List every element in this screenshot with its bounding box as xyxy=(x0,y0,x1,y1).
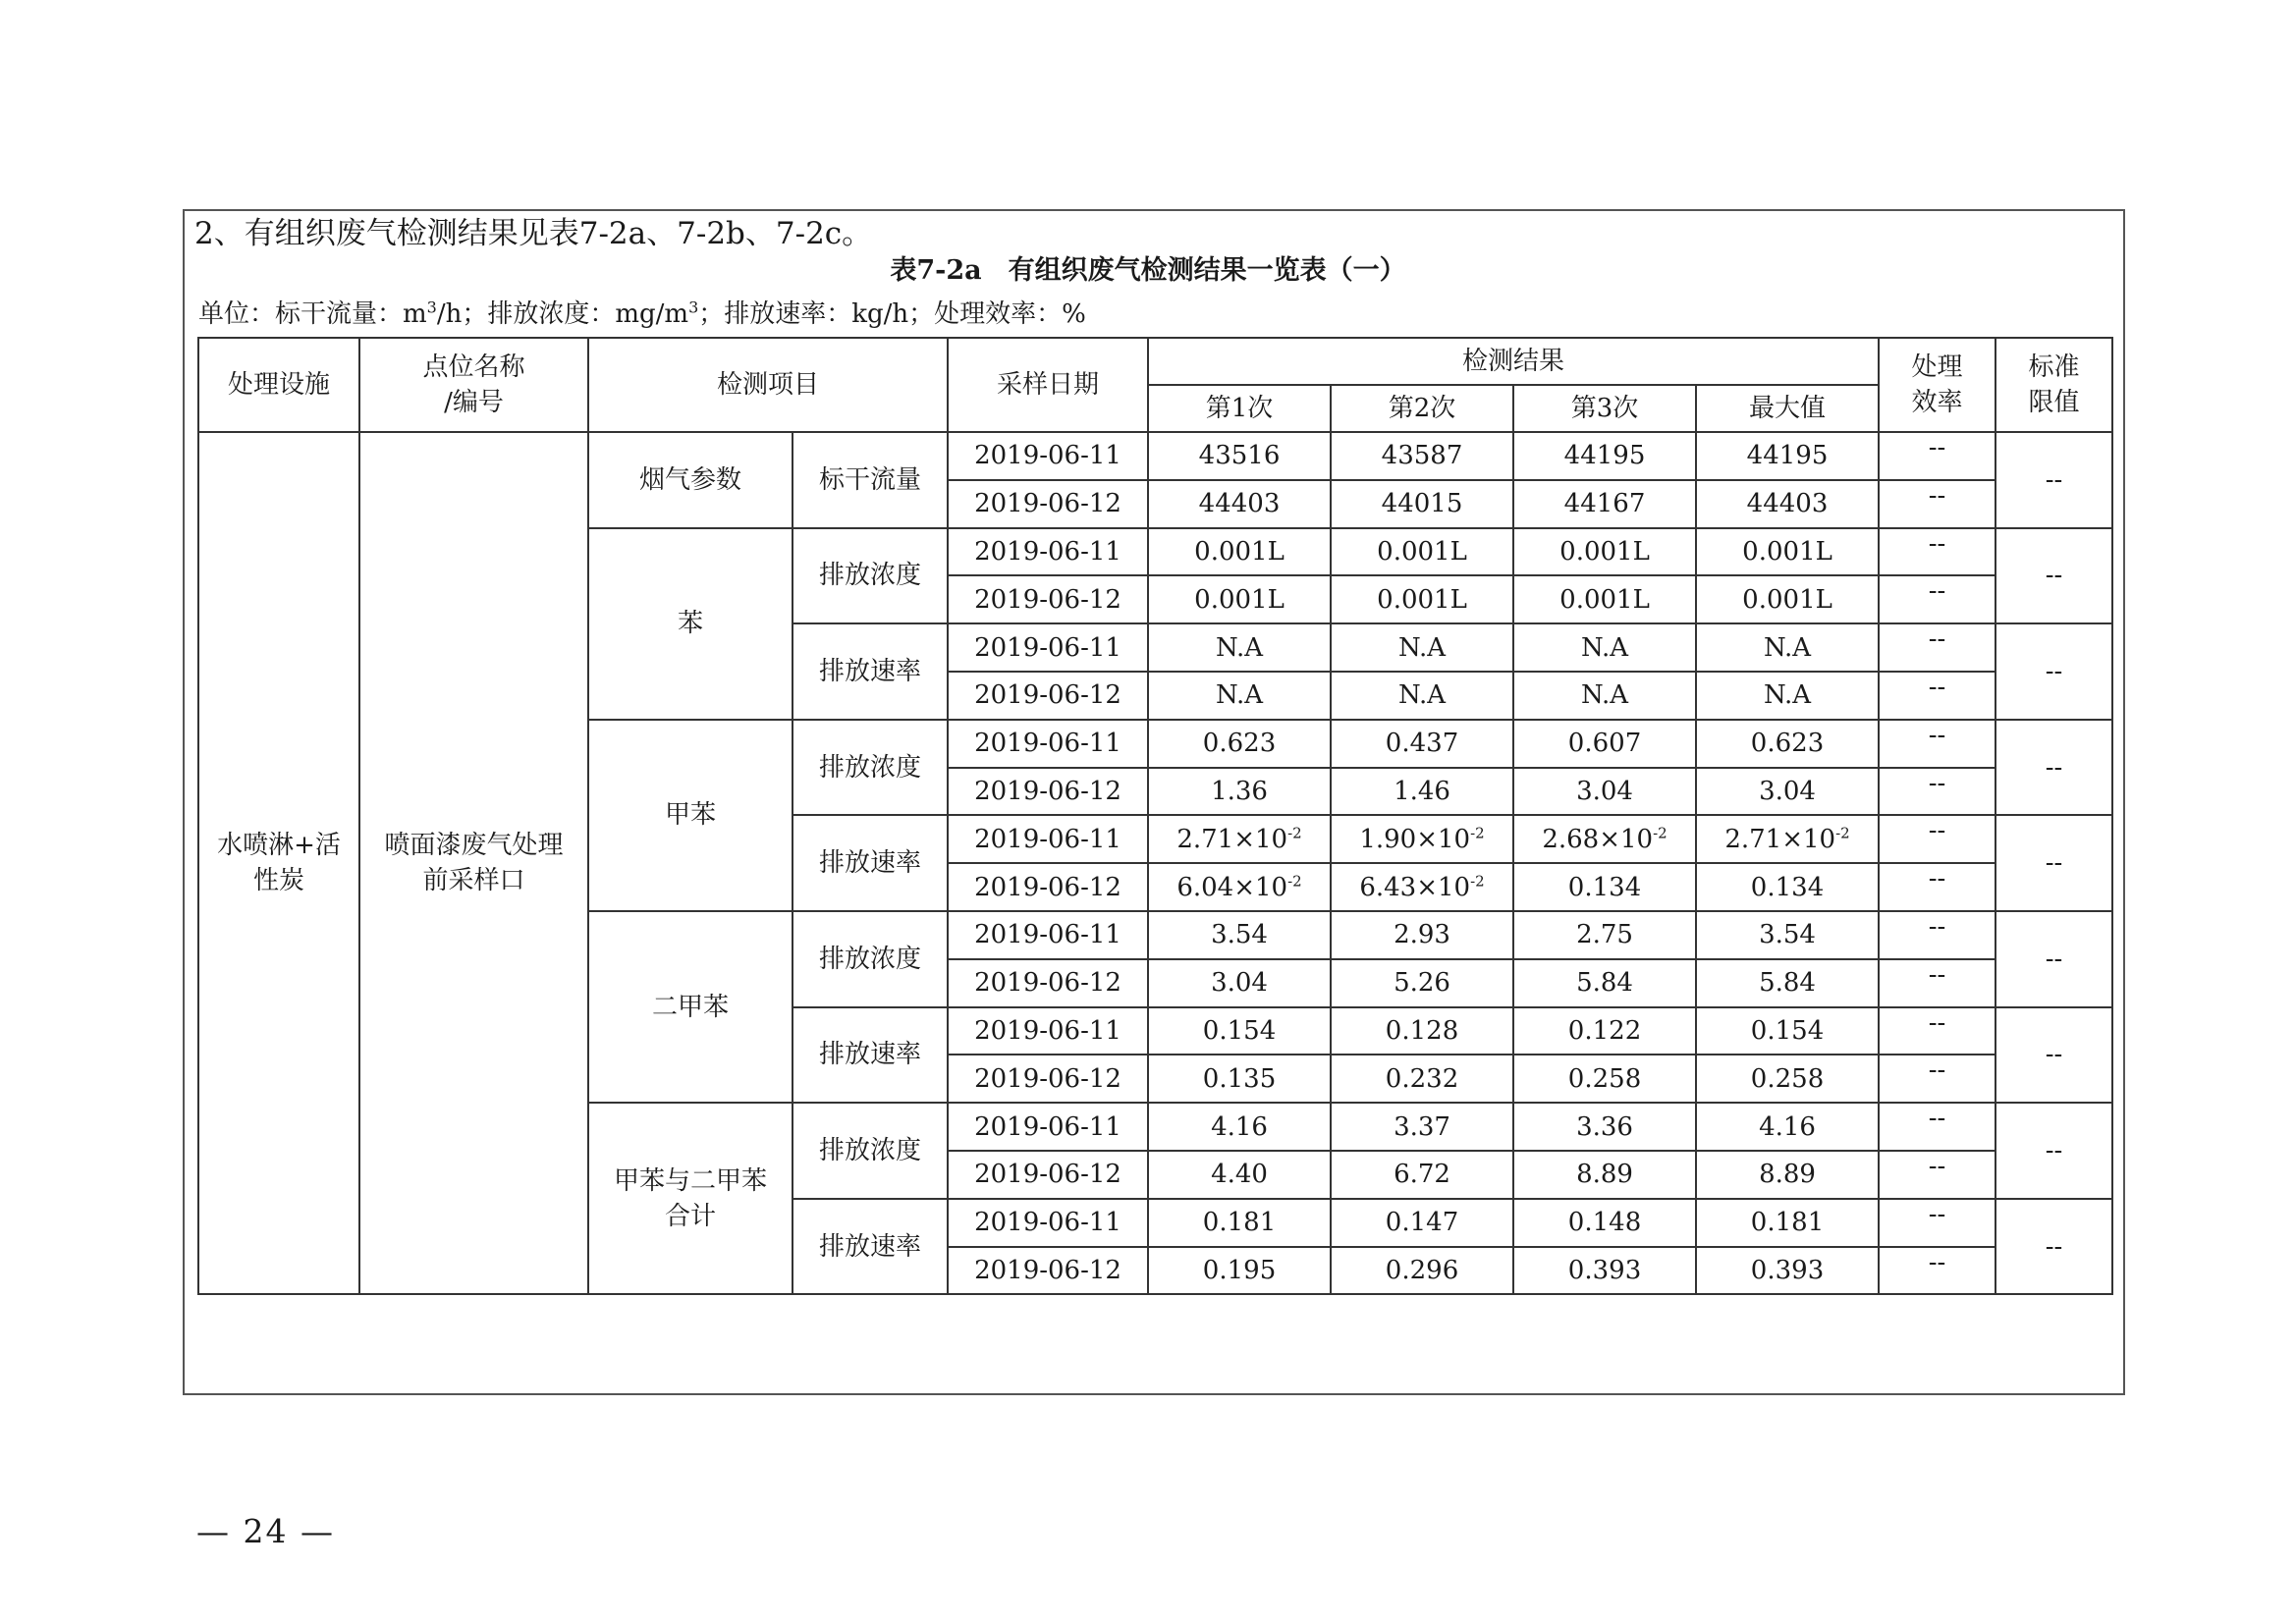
date-cell-text: 2019-06-11 xyxy=(974,824,1121,854)
date-cell-text: 2019-06-12 xyxy=(974,1255,1121,1285)
result-cell-v1-text: 4.16 xyxy=(1211,1111,1268,1142)
result-cell-v1-text: 2.71×10 xyxy=(1176,824,1288,854)
date-cell xyxy=(948,1007,1148,1055)
limit-cell-text: -- xyxy=(2045,1040,2063,1070)
result-cell-v2-text: 0.437 xyxy=(1385,729,1459,759)
pollutant-cell xyxy=(588,528,793,720)
result-cell-v1-text: 0.181 xyxy=(1202,1208,1277,1238)
result-cell-max xyxy=(1696,1055,1879,1103)
result-cell-v3 xyxy=(1513,768,1696,816)
result-cell-v1-exponent: -2 xyxy=(1287,824,1302,842)
result-cell-v2 xyxy=(1331,623,1513,672)
parameter-cell xyxy=(793,1199,948,1295)
parameter-cell-text: 排放浓度 xyxy=(819,944,922,974)
date-cell xyxy=(948,672,1148,720)
efficiency-cell xyxy=(1879,672,1995,720)
result-cell-v3 xyxy=(1513,959,1696,1007)
header-facility: 处理设施 xyxy=(198,338,359,432)
parameter-cell-text: 排放速率 xyxy=(819,1040,922,1070)
pollutant-cell xyxy=(588,1103,793,1294)
limit-cell-text: -- xyxy=(2045,944,2063,974)
limit-cell-text: -- xyxy=(2045,848,2063,879)
result-cell-v3-text: N.A xyxy=(1580,680,1629,711)
header-limit: 标准 限值 xyxy=(1995,338,2112,432)
result-cell-v3 xyxy=(1513,720,1696,768)
units-mid: /h；排放浓度：mg/m xyxy=(436,299,689,329)
parameter-cell-text: 排放浓度 xyxy=(819,752,922,783)
result-cell-max-text: 0.393 xyxy=(1750,1255,1825,1285)
result-cell-v2 xyxy=(1331,528,1513,576)
parameter-cell xyxy=(793,1007,948,1104)
efficiency-cell-text: -- xyxy=(1928,816,1946,846)
result-cell-v1-text: 3.04 xyxy=(1211,968,1268,999)
result-cell-v3-text: 3.04 xyxy=(1576,776,1633,806)
result-cell-v3-text: 5.84 xyxy=(1576,968,1633,999)
pollutant-cell-text: 二甲苯 xyxy=(651,992,729,1022)
efficiency-cell-text: -- xyxy=(1928,1104,1946,1134)
result-cell-max-text: 4.16 xyxy=(1759,1111,1816,1142)
efficiency-cell-text: -- xyxy=(1928,624,1946,655)
result-cell-v2-text: 3.37 xyxy=(1394,1111,1450,1142)
header-item: 检测项目 xyxy=(588,338,948,432)
date-cell xyxy=(948,768,1148,816)
efficiency-cell xyxy=(1879,768,1995,816)
result-cell-v3 xyxy=(1513,575,1696,623)
result-cell-v2-text: 0.296 xyxy=(1385,1255,1459,1285)
header-results: 检测结果 xyxy=(1148,338,1879,385)
result-cell-v3 xyxy=(1513,672,1696,720)
efficiency-cell-text: -- xyxy=(1928,1151,1946,1181)
result-cell-max xyxy=(1696,1199,1879,1247)
result-cell-v2 xyxy=(1331,1103,1513,1151)
result-cell-v3 xyxy=(1513,1007,1696,1055)
result-cell-v3-text: 0.122 xyxy=(1567,1015,1642,1046)
facility-cell-text: 水喷淋+活 性炭 xyxy=(217,831,341,896)
result-cell-v1-text: 4.40 xyxy=(1211,1160,1268,1190)
pollutant-cell-text: 甲苯与二甲苯 合计 xyxy=(613,1165,767,1231)
result-cell-max xyxy=(1696,1103,1879,1151)
date-cell xyxy=(948,1103,1148,1151)
result-cell-v2-text: 6.72 xyxy=(1394,1160,1450,1190)
result-cell-v3-text: 0.393 xyxy=(1567,1255,1642,1285)
parameter-cell xyxy=(793,815,948,911)
result-cell-v2 xyxy=(1331,1151,1513,1199)
date-cell xyxy=(948,1247,1148,1295)
limit-cell-text: -- xyxy=(2045,464,2063,495)
efficiency-cell-text: -- xyxy=(1928,480,1946,511)
result-cell-v1 xyxy=(1148,1247,1331,1295)
parameter-cell xyxy=(793,528,948,624)
result-cell-v3 xyxy=(1513,1151,1696,1199)
result-cell-v3 xyxy=(1513,863,1696,911)
result-cell-v3 xyxy=(1513,528,1696,576)
result-cell-max-text: 8.89 xyxy=(1759,1160,1816,1190)
result-cell-v3-text: 44195 xyxy=(1563,441,1646,471)
result-cell-v2 xyxy=(1331,1199,1513,1247)
date-cell-text: 2019-06-11 xyxy=(974,1208,1121,1238)
date-cell xyxy=(948,528,1148,576)
result-cell-v3 xyxy=(1513,815,1696,863)
result-cell-v1-text: 3.54 xyxy=(1211,920,1268,950)
date-cell-text: 2019-06-11 xyxy=(974,1111,1121,1142)
date-cell xyxy=(948,1055,1148,1103)
result-cell-v2-text: 43587 xyxy=(1381,441,1463,471)
result-cell-max-text: 44403 xyxy=(1746,489,1829,519)
result-cell-max-text: 0.623 xyxy=(1750,729,1825,759)
efficiency-cell xyxy=(1879,959,1995,1007)
efficiency-cell-text: -- xyxy=(1928,864,1946,894)
result-cell-max xyxy=(1696,959,1879,1007)
date-cell xyxy=(948,959,1148,1007)
result-cell-max xyxy=(1696,432,1879,480)
results-table xyxy=(197,337,2113,1295)
header-first: 第1次 xyxy=(1148,385,1331,432)
result-cell-max xyxy=(1696,1247,1879,1295)
result-cell-max xyxy=(1696,863,1879,911)
date-cell-text: 2019-06-11 xyxy=(974,729,1121,759)
parameter-cell-text: 排放浓度 xyxy=(819,1135,922,1165)
result-cell-v3-text: 0.148 xyxy=(1567,1208,1642,1238)
limit-cell xyxy=(1995,432,2112,528)
result-cell-v1 xyxy=(1148,480,1331,528)
units-line xyxy=(198,295,1086,334)
header-date: 采样日期 xyxy=(948,338,1148,432)
result-cell-v2 xyxy=(1331,863,1513,911)
result-cell-v3-text: 8.89 xyxy=(1576,1160,1633,1190)
result-cell-v3-text: 3.36 xyxy=(1576,1111,1633,1142)
efficiency-cell-text: -- xyxy=(1928,576,1946,607)
result-cell-v2-text: 0.001L xyxy=(1377,536,1467,567)
result-cell-v1 xyxy=(1148,432,1331,480)
result-cell-v2-text: 5.26 xyxy=(1394,968,1450,999)
pollutant-cell xyxy=(588,911,793,1103)
result-cell-v2-text: 0.147 xyxy=(1385,1208,1459,1238)
result-cell-v1-text: 0.623 xyxy=(1202,729,1277,759)
result-cell-v1 xyxy=(1148,1103,1331,1151)
result-cell-v1 xyxy=(1148,815,1331,863)
result-cell-max-text: N.A xyxy=(1763,680,1812,711)
limit-cell xyxy=(1995,1199,2112,1295)
parameter-cell-text: 标干流量 xyxy=(819,464,922,495)
efficiency-cell-text: -- xyxy=(1928,1055,1946,1086)
pollutant-cell-text: 烟气参数 xyxy=(638,464,741,495)
result-cell-max-text: 0.181 xyxy=(1750,1208,1825,1238)
result-cell-v2 xyxy=(1331,1055,1513,1103)
date-cell-text: 2019-06-11 xyxy=(974,441,1121,471)
result-cell-max xyxy=(1696,911,1879,959)
header-efficiency: 处理 效率 xyxy=(1879,338,1995,432)
result-cell-v2-text: 0.001L xyxy=(1377,584,1467,615)
result-cell-v2-exponent: -2 xyxy=(1470,871,1485,890)
result-cell-v3 xyxy=(1513,1055,1696,1103)
result-cell-v2 xyxy=(1331,768,1513,816)
result-cell-max xyxy=(1696,575,1879,623)
parameter-cell xyxy=(793,432,948,528)
result-cell-max xyxy=(1696,623,1879,672)
result-cell-v2 xyxy=(1331,815,1513,863)
date-cell-text: 2019-06-11 xyxy=(974,536,1121,567)
limit-cell xyxy=(1995,623,2112,720)
page-number: — 24 — xyxy=(196,1512,335,1550)
parameter-cell xyxy=(793,623,948,720)
result-cell-v1 xyxy=(1148,911,1331,959)
result-cell-v3-exponent: -2 xyxy=(1653,824,1667,842)
result-cell-v3 xyxy=(1513,1103,1696,1151)
result-cell-v2-text: N.A xyxy=(1397,680,1447,711)
result-cell-v2 xyxy=(1331,720,1513,768)
efficiency-cell xyxy=(1879,480,1995,528)
result-cell-v3 xyxy=(1513,480,1696,528)
result-cell-v2 xyxy=(1331,575,1513,623)
result-cell-v3-text: 0.001L xyxy=(1559,536,1650,567)
result-cell-v3 xyxy=(1513,1199,1696,1247)
efficiency-cell xyxy=(1879,528,1995,576)
result-cell-v3 xyxy=(1513,1247,1696,1295)
result-cell-v2-text: 1.46 xyxy=(1394,776,1450,806)
result-cell-v3-text: 0.258 xyxy=(1567,1063,1642,1094)
limit-cell xyxy=(1995,720,2112,816)
limit-cell-text: -- xyxy=(2045,1135,2063,1165)
header-second: 第2次 xyxy=(1331,385,1513,432)
efficiency-cell xyxy=(1879,1151,1995,1199)
efficiency-cell xyxy=(1879,1103,1995,1151)
limit-cell-text: -- xyxy=(2045,656,2063,686)
efficiency-cell-text: -- xyxy=(1928,672,1946,702)
result-cell-v2 xyxy=(1331,1007,1513,1055)
parameter-cell xyxy=(793,911,948,1007)
efficiency-cell xyxy=(1879,575,1995,623)
table-body xyxy=(198,432,2112,1294)
date-cell xyxy=(948,623,1148,672)
result-cell-v1 xyxy=(1148,720,1331,768)
result-cell-max-text: 3.04 xyxy=(1759,776,1816,806)
result-cell-v2-text: 1.90×10 xyxy=(1359,824,1471,854)
result-cell-max xyxy=(1696,528,1879,576)
parameter-cell-text: 排放速率 xyxy=(819,1231,922,1262)
table-title: 表7-2a 有组织废气检测结果一览表（一） xyxy=(890,255,1406,286)
efficiency-cell xyxy=(1879,1007,1995,1055)
limit-cell xyxy=(1995,815,2112,911)
result-cell-v1-text: N.A xyxy=(1215,680,1264,711)
efficiency-cell-text: -- xyxy=(1928,528,1946,559)
result-cell-v1-text: 1.36 xyxy=(1211,776,1268,806)
date-cell-text: 2019-06-12 xyxy=(974,680,1121,711)
result-cell-max xyxy=(1696,1007,1879,1055)
intro-paragraph: 2、有组织废气检测结果见表7-2a、7-2b、7-2c。 xyxy=(194,216,873,251)
result-cell-v1 xyxy=(1148,768,1331,816)
result-cell-v3 xyxy=(1513,432,1696,480)
efficiency-cell xyxy=(1879,720,1995,768)
result-cell-max-text: 5.84 xyxy=(1759,968,1816,999)
date-cell-text: 2019-06-12 xyxy=(974,776,1121,806)
efficiency-cell-text: -- xyxy=(1928,720,1946,750)
result-cell-v2 xyxy=(1331,480,1513,528)
parameter-cell xyxy=(793,720,948,816)
date-cell-text: 2019-06-11 xyxy=(974,1015,1121,1046)
result-cell-max xyxy=(1696,815,1879,863)
efficiency-cell-text: -- xyxy=(1928,1199,1946,1229)
limit-cell xyxy=(1995,911,2112,1007)
result-cell-v1 xyxy=(1148,1055,1331,1103)
date-cell-text: 2019-06-11 xyxy=(974,920,1121,950)
efficiency-cell xyxy=(1879,623,1995,672)
header-max: 最大值 xyxy=(1696,385,1879,432)
result-cell-v1 xyxy=(1148,623,1331,672)
limit-cell-text: -- xyxy=(2045,752,2063,783)
date-cell-text: 2019-06-12 xyxy=(974,1160,1121,1190)
date-cell-text: 2019-06-12 xyxy=(974,489,1121,519)
limit-cell-text: -- xyxy=(2045,561,2063,591)
limit-cell xyxy=(1995,1007,2112,1104)
result-cell-v1-text: N.A xyxy=(1215,632,1264,663)
header-point: 点位名称 /编号 xyxy=(359,338,588,432)
point-cell xyxy=(359,432,588,1294)
result-cell-v2 xyxy=(1331,959,1513,1007)
efficiency-cell xyxy=(1879,1247,1995,1295)
facility-cell xyxy=(198,432,359,1294)
result-cell-max-text: 0.001L xyxy=(1742,536,1832,567)
result-cell-max xyxy=(1696,672,1879,720)
result-cell-max-text: 0.258 xyxy=(1750,1063,1825,1094)
pollutant-cell xyxy=(588,432,793,528)
result-cell-v3-text: 0.001L xyxy=(1559,584,1650,615)
units-rest: ；排放速率：kg/h；处理效率：% xyxy=(698,299,1086,329)
parameter-cell xyxy=(793,1103,948,1199)
date-cell xyxy=(948,863,1148,911)
parameter-cell-text: 排放速率 xyxy=(819,848,922,879)
result-cell-v1-text: 0.195 xyxy=(1202,1255,1277,1285)
result-cell-v3 xyxy=(1513,623,1696,672)
units-prefix: 单位：标干流量：m xyxy=(198,299,427,329)
parameter-cell-text: 排放浓度 xyxy=(819,561,922,591)
date-cell xyxy=(948,720,1148,768)
result-cell-v1 xyxy=(1148,672,1331,720)
result-cell-v3-text: 2.75 xyxy=(1576,920,1633,950)
result-cell-max xyxy=(1696,480,1879,528)
efficiency-cell-text: -- xyxy=(1928,768,1946,798)
result-cell-max-text: 0.154 xyxy=(1750,1015,1825,1046)
result-cell-max-text: 3.54 xyxy=(1759,920,1816,950)
result-cell-v2-text: 2.93 xyxy=(1394,920,1450,950)
date-cell xyxy=(948,815,1148,863)
efficiency-cell xyxy=(1879,1199,1995,1247)
result-cell-max-exponent: -2 xyxy=(1835,824,1850,842)
efficiency-cell xyxy=(1879,911,1995,959)
result-cell-max xyxy=(1696,720,1879,768)
date-cell xyxy=(948,480,1148,528)
result-cell-v3-text: N.A xyxy=(1580,632,1629,663)
result-cell-v1-text: 0.001L xyxy=(1194,584,1285,615)
result-cell-max-text: 2.71×10 xyxy=(1724,824,1836,854)
result-cell-v1-text: 0.154 xyxy=(1202,1015,1277,1046)
result-cell-v2 xyxy=(1331,911,1513,959)
pollutant-cell xyxy=(588,720,793,911)
result-cell-v2-text: 44015 xyxy=(1381,489,1463,519)
result-cell-v2 xyxy=(1331,432,1513,480)
date-cell xyxy=(948,911,1148,959)
result-cell-max xyxy=(1696,1151,1879,1199)
result-cell-v3-text: 0.134 xyxy=(1567,872,1642,902)
date-cell xyxy=(948,1199,1148,1247)
date-cell xyxy=(948,575,1148,623)
result-cell-v1 xyxy=(1148,863,1331,911)
pollutant-cell-text: 甲苯 xyxy=(664,800,716,831)
efficiency-cell-text: -- xyxy=(1928,911,1946,942)
result-cell-max xyxy=(1696,768,1879,816)
limit-cell xyxy=(1995,1103,2112,1199)
efficiency-cell-text: -- xyxy=(1928,1247,1946,1277)
efficiency-cell-text: -- xyxy=(1928,959,1946,990)
date-cell-text: 2019-06-12 xyxy=(974,1063,1121,1094)
efficiency-cell xyxy=(1879,432,1995,480)
table-header xyxy=(198,338,2112,432)
result-cell-v3-text: 0.607 xyxy=(1567,729,1642,759)
date-cell-text: 2019-06-12 xyxy=(974,584,1121,615)
result-cell-v2-text: 0.232 xyxy=(1385,1063,1459,1094)
date-cell-text: 2019-06-12 xyxy=(974,872,1121,902)
result-cell-v1-text: 6.04×10 xyxy=(1176,872,1288,902)
result-cell-v1 xyxy=(1148,1007,1331,1055)
result-cell-v1-text: 43516 xyxy=(1198,441,1281,471)
date-cell-text: 2019-06-12 xyxy=(974,968,1121,999)
efficiency-cell-text: -- xyxy=(1928,433,1946,462)
result-cell-v1 xyxy=(1148,1151,1331,1199)
efficiency-cell-text: -- xyxy=(1928,1007,1946,1038)
result-cell-v1-exponent: -2 xyxy=(1287,871,1302,890)
efficiency-cell xyxy=(1879,815,1995,863)
date-cell xyxy=(948,1151,1148,1199)
result-cell-max-text: 0.001L xyxy=(1742,584,1832,615)
units-flow-superscript: 3 xyxy=(426,298,437,317)
result-cell-v2-text: 0.128 xyxy=(1385,1015,1459,1046)
result-cell-max-text: 0.134 xyxy=(1750,872,1825,902)
result-cell-v1 xyxy=(1148,1199,1331,1247)
date-cell-text: 2019-06-11 xyxy=(974,632,1121,663)
result-cell-v3-text: 2.68×10 xyxy=(1542,824,1654,854)
point-cell-text: 喷面漆废气处理 前采样口 xyxy=(384,831,564,896)
result-cell-v1-text: 0.135 xyxy=(1202,1063,1277,1094)
efficiency-cell xyxy=(1879,1055,1995,1103)
result-cell-v1-text: 0.001L xyxy=(1194,536,1285,567)
result-cell-v2 xyxy=(1331,672,1513,720)
limit-cell-text: -- xyxy=(2045,1231,2063,1262)
result-cell-v1-text: 44403 xyxy=(1198,489,1281,519)
result-cell-v3 xyxy=(1513,911,1696,959)
result-cell-v3-text: 44167 xyxy=(1563,489,1646,519)
result-cell-max-text: 44195 xyxy=(1746,441,1829,471)
limit-cell xyxy=(1995,528,2112,624)
result-cell-v2-exponent: -2 xyxy=(1470,824,1485,842)
efficiency-cell xyxy=(1879,863,1995,911)
table-row xyxy=(198,432,2112,480)
header-third: 第3次 xyxy=(1513,385,1696,432)
units-conc-superscript: 3 xyxy=(688,298,699,317)
date-cell xyxy=(948,432,1148,480)
result-cell-v2-text: N.A xyxy=(1397,632,1447,663)
result-cell-v2 xyxy=(1331,1247,1513,1295)
result-cell-v1 xyxy=(1148,959,1331,1007)
result-cell-max-text: N.A xyxy=(1763,632,1812,663)
parameter-cell-text: 排放速率 xyxy=(819,656,922,686)
result-cell-v1 xyxy=(1148,528,1331,576)
result-cell-v1 xyxy=(1148,575,1331,623)
result-cell-v2-text: 6.43×10 xyxy=(1359,872,1471,902)
pollutant-cell-text: 苯 xyxy=(677,609,703,639)
